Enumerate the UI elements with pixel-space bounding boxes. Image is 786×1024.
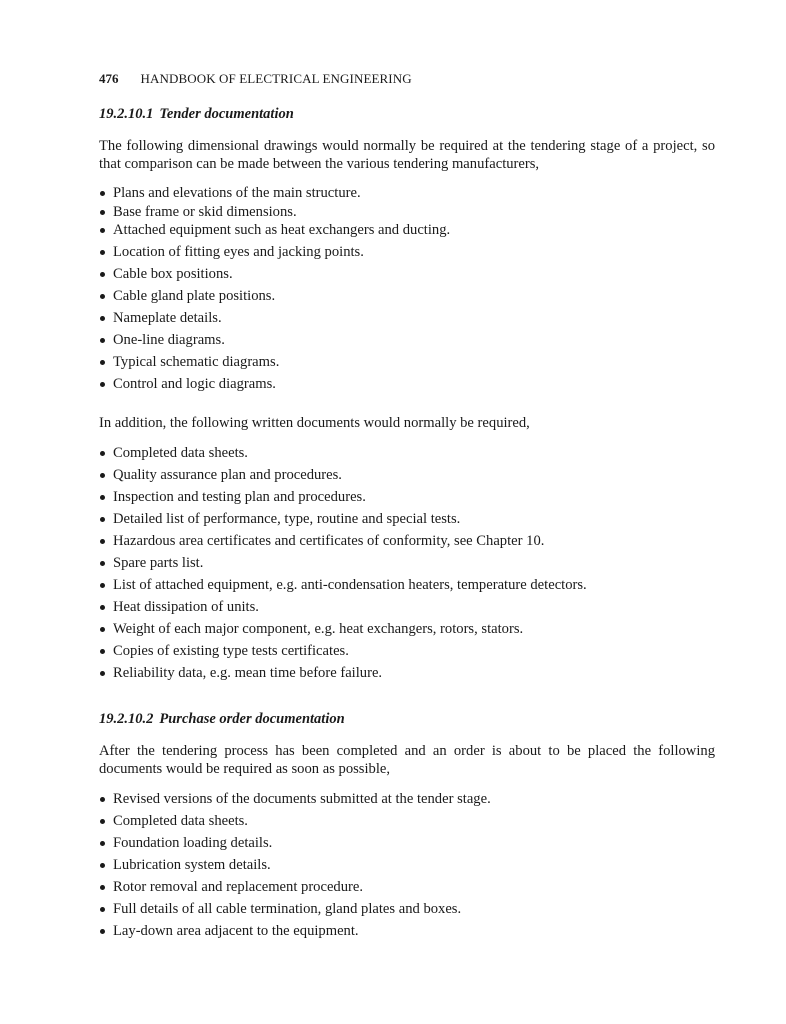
running-head	[99, 71, 412, 87]
list-item: Cable gland plate positions.	[99, 287, 450, 309]
list-item: Plans and elevations of the main structure.	[99, 184, 450, 203]
list-item: Foundation loading details.	[99, 834, 491, 856]
section-title: Tender documentation	[159, 106, 294, 122]
drawings-list	[99, 184, 450, 397]
list-item: Detailed list of performance, type, routine and special tests.	[99, 510, 587, 532]
list-item: Completed data sheets.	[99, 444, 587, 466]
list-item: Cable box positions.	[99, 265, 450, 287]
page-number: 476	[99, 71, 119, 86]
list-item: Inspection and testing plan and procedures.	[99, 488, 587, 510]
section-number: 19.2.10.1	[99, 106, 154, 122]
section-title: Purchase order documentation	[159, 711, 345, 727]
list-item: Nameplate details.	[99, 309, 450, 331]
list-item: Location of fitting eyes and jacking points.	[99, 243, 450, 265]
list-item: Reliability data, e.g. mean time before failure.	[99, 664, 587, 686]
list-item: Completed data sheets.	[99, 812, 491, 834]
purchase-intro-paragraph: After the tendering process has been completed and an order is about to be placed the following documents would be required as soon as possible,	[99, 743, 715, 777]
list-item: Attached equipment such as heat exchangers and ducting.	[99, 221, 450, 243]
list-item: Control and logic diagrams.	[99, 375, 450, 397]
list-item: Lay-down area adjacent to the equipment.	[99, 922, 491, 944]
book-title: HANDBOOK OF ELECTRICAL ENGINEERING	[140, 71, 412, 86]
tender-intro-paragraph: The following dimensional drawings would normally be required at the tendering stage of a project, so that comparison can be made between the various tendering manufacturers,	[99, 138, 715, 172]
list-item: Copies of existing type tests certificates.	[99, 642, 587, 664]
list-item: Revised versions of the documents submitted at the tender stage.	[99, 790, 491, 812]
written-documents-list	[99, 444, 587, 686]
list-item: Heat dissipation of units.	[99, 598, 587, 620]
list-item: Lubrication system details.	[99, 856, 491, 878]
list-item: List of attached equipment, e.g. anti-condensation heaters, temperature detectors.	[99, 576, 587, 598]
list-item: Full details of all cable termination, gland plates and boxes.	[99, 900, 491, 922]
list-item: Quality assurance plan and procedures.	[99, 466, 587, 488]
list-item: Typical schematic diagrams.	[99, 353, 450, 375]
list-item: Base frame or skid dimensions.	[99, 203, 450, 221]
list-item: Weight of each major component, e.g. heat exchangers, rotors, stators.	[99, 620, 587, 642]
section-heading-tender	[99, 106, 294, 123]
section-number: 19.2.10.2	[99, 711, 154, 727]
purchase-documents-list	[99, 790, 491, 944]
list-item: One-line diagrams.	[99, 331, 450, 353]
addition-intro-paragraph: In addition, the following written documents would normally be required,	[99, 415, 530, 431]
list-item: Hazardous area certificates and certificates of conformity, see Chapter 10.	[99, 532, 587, 554]
section-heading-purchase-order	[99, 711, 345, 728]
list-item: Spare parts list.	[99, 554, 587, 576]
list-item: Rotor removal and replacement procedure.	[99, 878, 491, 900]
